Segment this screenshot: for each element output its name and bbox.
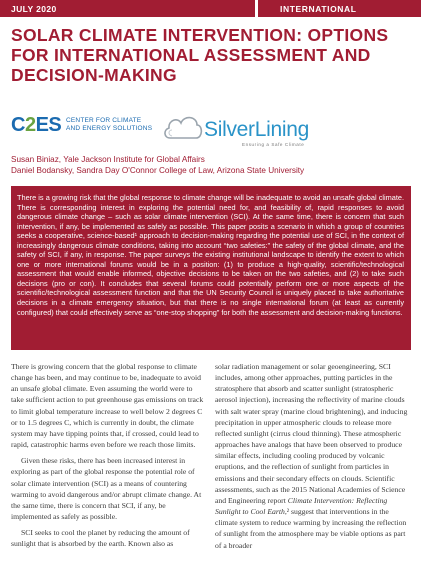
authors [11, 154, 411, 176]
author-line: Susan Biniaz, Yale Jackson Institute for Global Affairs [11, 155, 205, 164]
c2es-mark: C2ES [11, 114, 62, 136]
header-bar [0, 0, 421, 17]
c2es-logo [11, 113, 153, 145]
body-column-right [215, 361, 413, 556]
body-paragraph: Given these risks, there has been increased interest in exploring as part of the global response the potential role of solar climate intervention (SCI) as a means of countering warming to avoid dangerous and/or abrupt climate change. At the same time, there is concern that SCI, if any, be implemented as safely as possible. [11, 456, 202, 522]
silverlining-tagline: Ensuring a Safe Climate [242, 142, 305, 147]
silverlining-logo [162, 108, 332, 152]
body-text: solar radiation management or solar geoengineering, SCI includes, among other approaches, putting particles in the stratosphere that absorb and scatter sunlight (stratospheric aerosol injection), increasing the reflectivity of marine clouds with salt water spray (marine cloud brightening), and inducing precipitation in upper atmospheric clouds to release more reflected sunlight (cirrus cloud thinning). These atmospheric approaches have analogs that have been observed to produce similar effects, including cooling produced by volcanic eruptions, and the reflection of sunlight from particles in emissions and their secondary effects on clouds. Scientific assessments, such as the 2015 National Academies of Science and Engineering report [215, 362, 408, 505]
report-title: Climate Intervention: Reflecting Sunlight to Cool Earth, [215, 495, 388, 517]
body-paragraph: There is growing concern that the global response to climate change has been, and may continue to be, inadequate to avoid an unsafe global climate. Even assuming the world were to take sufficient action to put greenhouse gas emissions on track to limit global temperature increase to well below 2 degrees C or to 1.5 degrees C, which is currently in doubt, the climate system may have tipping points that, if crossed, could lead to rapid, catastrophic harms even before we reach those limits. [11, 362, 204, 450]
abstract-text: There is a growing risk that the global response to climate change will be inadequate to avoid an unsafe global climate. There is corresponding interest in exploring the potential need for, and feasibility of, rapid responses to avoid dangerous climate change – such as solar climate intervention (SCI). At the same time, there is concern that such intervention, if any, be implemented as safely as possible. This paper posits a scenario in which a group of countries seeks a cooperative, science-based¹ approach to decision-making regarding the potential use of SCI, in the context of increasingly dangerous climate conditions, taking into account “two safeties:” the safety of the global climate, and the safety of SCI, if any, in response. The paper surveys the existing institutional landscape to identify the extent to which one or more international forums would be in a position: (1) to produce a high-quality, scientific/technological assessment that would enable informed, objective decisions to be taken on the two safeties, and (2) to take such decisions (pro or con). It concludes that several forums could potentially perform one or more aspects of the scientific/technological assessment function and that the UN Security Council is uniquely placed to take authoritative decisions in a climate emergency situation, but that there is no single international forum (at least as currently configured) that could effectively serve as “one-stop shopping” for both the assessment and decision-making functions. [17, 193, 404, 317]
issue-date: JULY 2020 [0, 0, 255, 17]
author-line: Daniel Bodansky, Sandra Day O'Connor College of Law, Arizona State University [11, 166, 305, 175]
body-paragraph [215, 361, 413, 551]
body-text: ² suggest that interventions in the climate system to reduce warming by increasing the reflection of sunlight from the atmosphere may be viable options as part of a broader [215, 507, 407, 550]
silverlining-name: SilverLining [204, 118, 309, 141]
abstract-box [11, 186, 411, 350]
cloud-icon [162, 110, 204, 144]
body-column-left [11, 361, 207, 555]
section-label: INTERNATIONAL [258, 0, 421, 17]
c2es-name: CENTER FOR CLIMATE AND ENERGY SOLUTIONS [66, 117, 153, 132]
page-title: SOLAR CLIMATE INTERVENTION: OPTIONS FOR INTERNATIONAL ASSESSMENT AND DECISION-MAKING [11, 25, 389, 85]
body-paragraph: SCI seeks to cool the planet by reducing the amount of sunlight that is absorbed by the earth. Known also as [11, 528, 190, 549]
